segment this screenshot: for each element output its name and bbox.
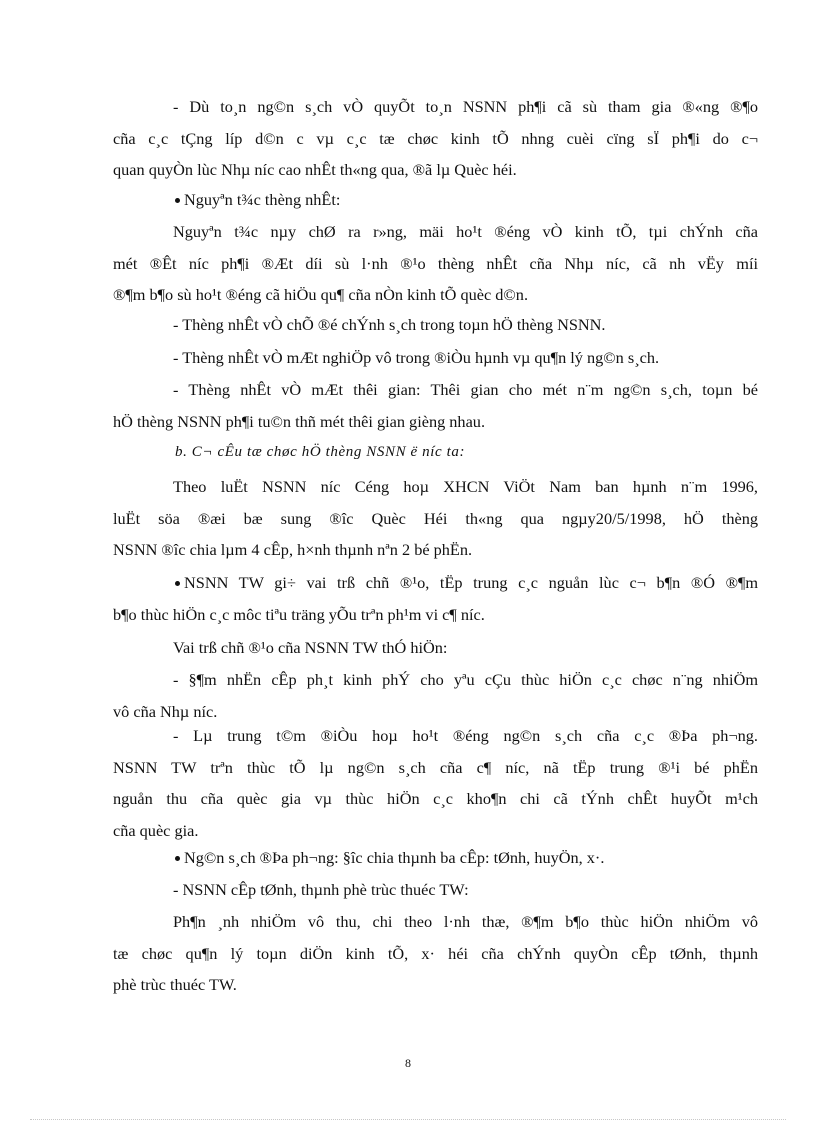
text-line: nguån thu cña quèc gia vµ thùc hiÖn c¸c kho¶n chi cã tÝnh chÊt huyÕt m¹ch (113, 789, 758, 808)
text-line: NSNN ®îc chia lµm 4 cÊp, h×nh thµnh nªn 2 bé phËn. (113, 540, 473, 559)
text-line: cña quèc gia. (113, 820, 199, 840)
bullet-central-budget (113, 567, 758, 630)
text-line: Theo luËt NSNN níc Céng hoµ XHCN ViÖt Nam ban hµnh n¨m 1996, (173, 477, 758, 496)
bullet-icon (175, 198, 180, 203)
text-line: b¶o thùc hiÖn c¸c môc tiªu träng yÕu trªn ph¹m vi c¶ níc. (113, 604, 485, 624)
paragraph-provincial-budget (173, 874, 758, 906)
paragraph-time-unity (113, 374, 758, 437)
text-line: - Lµ trung t©m ®iÒu hoµ ho¹t ®éng ng©n s¸ch cña c¸c ®Þa ph¬ng. (173, 726, 758, 745)
bullet-local-budget (175, 842, 760, 874)
bullet-icon (175, 856, 180, 861)
text-line: hÖ thèng NSNN ph¶i tu©n thñ mét thêi gian gièng nhau. (113, 411, 486, 431)
text-line: phè trùc thuéc TW. (113, 975, 237, 994)
text-line: cña c¸c tÇng líp d©n c vµ c¸c tæ chøc kinh tÕ nhng cuèi cïng sÏ ph¶i do c¬ (113, 128, 758, 148)
text-line: - Dù to¸n ng©n s¸ch vÒ quyÕt to¸n NSNN ph¶i cã sù tham gia ®«ng ®¶o (173, 97, 758, 116)
text-line: Nguyªn t¾c nµy chØ ra r»ng, mäi ho¹t ®éng vÒ kinh tÕ, tµi chÝnh cña (173, 222, 758, 241)
paragraph-coordination-center (113, 720, 758, 846)
text-line: mét ®Êt níc ph¶i ®Æt díi sù l·nh ®¹o thèng nhÊt cña Nhµ níc, cã nh vËy míi (113, 253, 758, 273)
text-line: - Thèng nhÊt vÒ mÆt thêi gian: Thêi gian cho mét n¨m ng©n s¸ch, toµn bé (173, 380, 758, 399)
text-line: - Thèng nhÊt vÒ mÆt nghiÖp vô trong ®iÒu hµnh vµ qu¶n lý ng©n s¸ch. (173, 348, 660, 367)
section-heading-b: b. C¬ cÊu tæ chøc hÖ thèng NSNN ë níc ta: (175, 444, 466, 460)
text-line: luËt söa ®æi bæ sung ®îc Quèc Héi th«ng qua ngµy20/5/1998, hÖ thèng (113, 508, 758, 528)
text-line: quan quyÒn lùc Nhµ níc cao nhÊt th«ng qua, ®ã lµ Quèc héi. (113, 160, 517, 179)
text-line: NSNN TW gi÷ vai trß chñ ®¹o, tËp trung c¸c nguån lùc c¬ b¶n ®Ó ®¶m (184, 573, 758, 592)
paragraph-central-role (173, 632, 758, 664)
paragraph-unity-explained (113, 216, 758, 311)
paragraph-operational-unity (173, 342, 758, 374)
text-line: ®¶m b¶o sù ho¹t ®éng cã hiÖu qu¶ cña nÒn kinh tÕ quèc d©n. (113, 285, 529, 304)
text-line: Ph¶n ¸nh nhiÖm vô thu, chi theo l·nh thæ, ®¶m b¶o thùc hiÖn nhiÖm vô (173, 912, 758, 931)
text-line: - Thèng nhÊt vÒ chÕ ®é chÝnh s¸ch trong toµn hÖ thèng NSNN. (173, 315, 606, 334)
paragraph-funding-duty (113, 664, 758, 727)
paragraph-policy-unity (173, 309, 758, 341)
text-line: Ng©n s¸ch ®Þa ph¬ng: §îc chia thµnh ba cÊp: tØnh, huyÖn, x·. (184, 848, 605, 867)
text-line: - §¶m nhËn cÊp ph¸t kinh phÝ cho yªu cÇu thùc hiÖn c¸c chøc n¨ng nhiÖm (173, 670, 758, 689)
text-line: tæ chøc qu¶n lý toµn diÖn kinh tÕ, x· héi cña chÝnh quyÒn cÊp tØnh, thµnh (113, 943, 758, 963)
text-line: NSNN TW trªn thùc tÕ lµ ng©n s¸ch cña c¶ níc, nã tËp trung ®¹i bé phËn (113, 757, 758, 777)
bullet-unity-principle (175, 184, 575, 216)
page-bottom-divider (30, 1119, 786, 1120)
page-number: 8 (405, 1056, 411, 1070)
bullet-icon (175, 581, 180, 586)
text-line: Vai trß chñ ®¹o cña NSNN TW thÓ hiÖn: (173, 638, 448, 657)
text-line: - NSNN cÊp tØnh, thµnh phè trùc thuéc TW: (173, 880, 469, 899)
paragraph-law-structure (113, 471, 758, 566)
paragraph-budget-participation (113, 91, 758, 186)
paragraph-provincial-duties (113, 906, 758, 1001)
text-line: Nguyªn t¾c thèng nhÊt: (184, 190, 341, 209)
text-line: vô cña Nhµ níc. (113, 701, 218, 721)
